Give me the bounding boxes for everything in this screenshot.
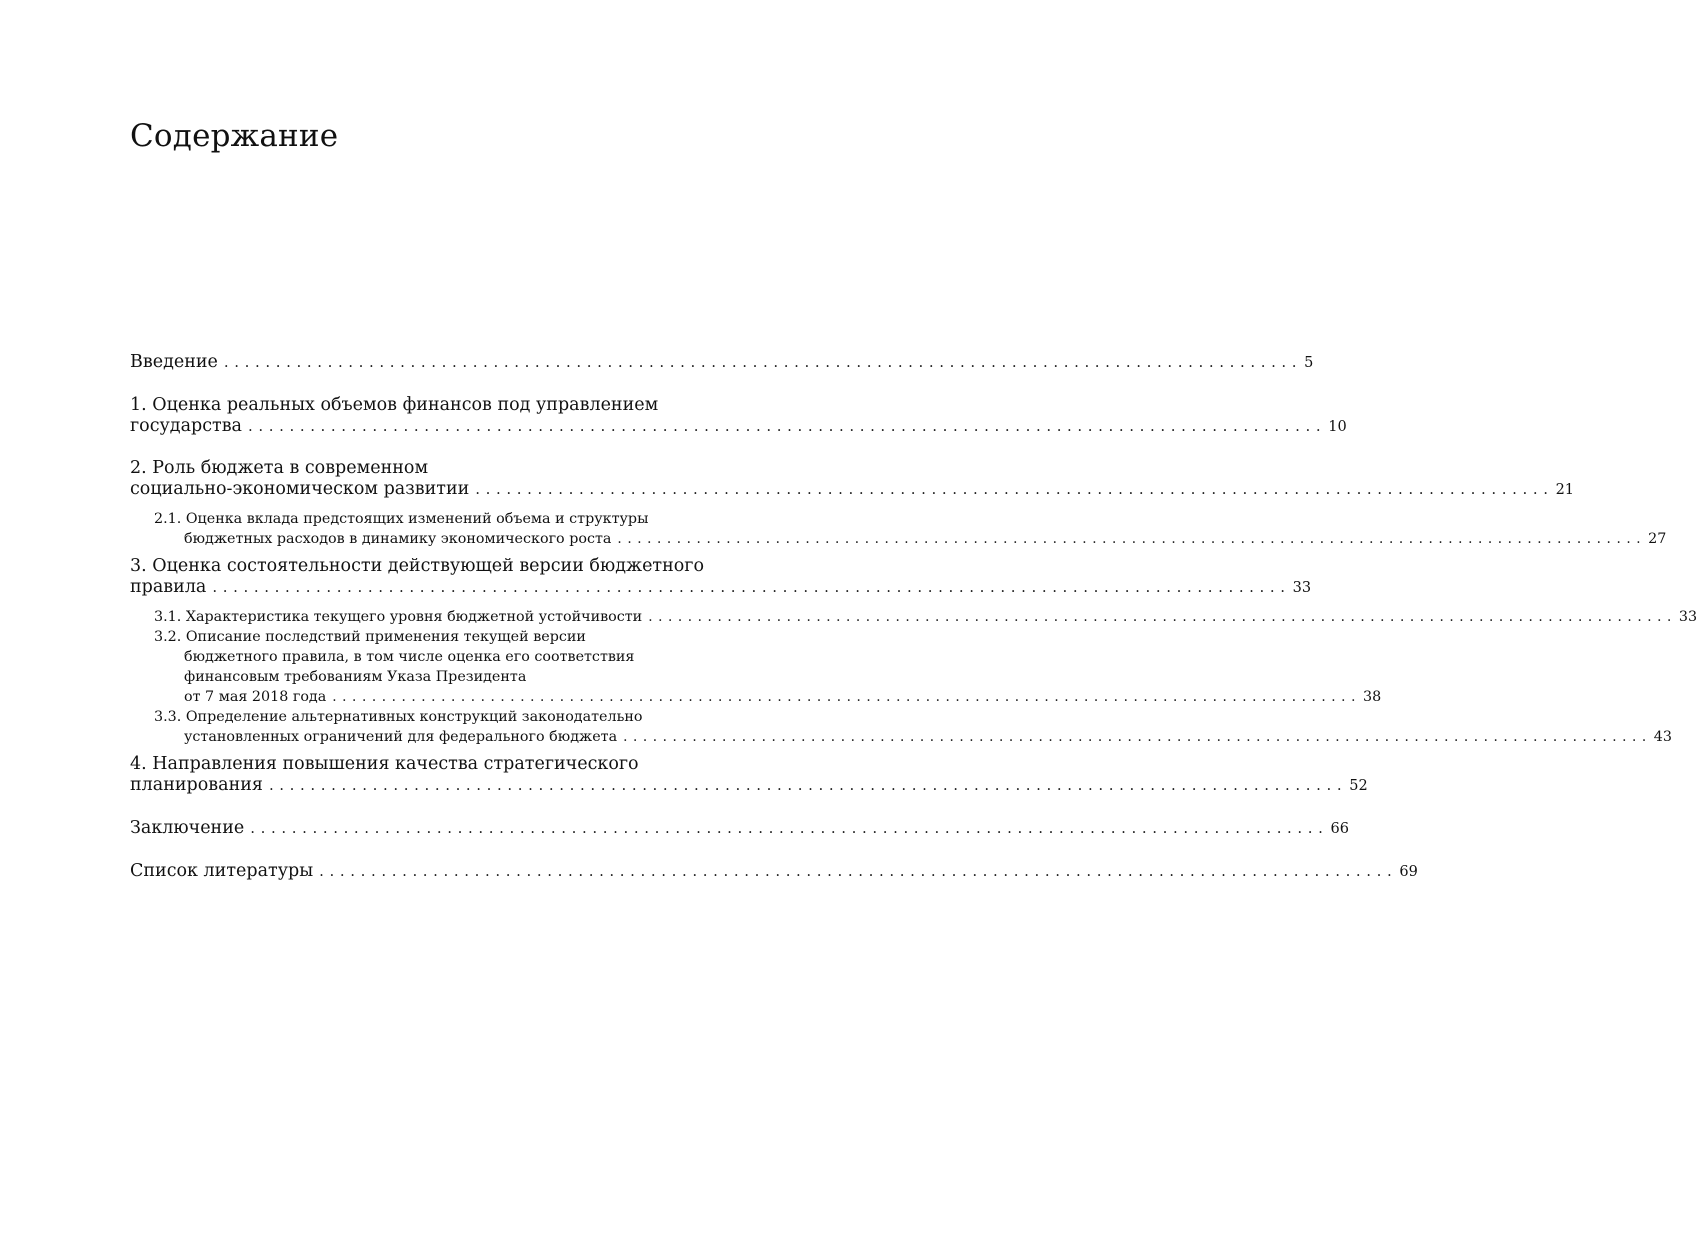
toc-entry-chapter-3[interactable]: [130, 556, 1312, 599]
toc-entry-title: 3.1. Характеристика текущего уровня бюджетной устойчивости: [154, 609, 643, 625]
dot-leader: ........................................................................................................: [250, 819, 1329, 837]
page-number: 5: [1304, 355, 1314, 371]
toc-entry-title: Заключение: [130, 818, 245, 838]
page-title: Содержание: [130, 118, 339, 154]
dot-leader: ........................................................................................................: [223, 353, 1303, 371]
toc-entry-chapter-1[interactable]: [130, 395, 1347, 438]
page-number: 27: [1648, 531, 1667, 547]
page-number: 43: [1653, 729, 1672, 745]
toc-entry-references[interactable]: [130, 861, 1418, 883]
toc-entry-title-line: 3.2. Описание последствий применения текущей версии: [154, 629, 586, 645]
toc-entry-title-line: правила: [130, 577, 207, 597]
dot-leader: ........................................................................................................: [332, 689, 1361, 705]
toc-entry-title: Введение: [130, 352, 218, 372]
dot-leader: ........................................................................................................: [623, 729, 1652, 745]
toc-entry-title-line: 4. Направления повышения качества стратегического: [130, 754, 639, 774]
page-number: 21: [1555, 482, 1575, 498]
toc-entry-title: Список литературы: [130, 861, 314, 881]
page-number: 52: [1349, 778, 1368, 794]
toc-entry-title-line: 2. Роль бюджета в современном: [130, 458, 429, 478]
dot-leader: ........................................................................................................: [247, 417, 1327, 435]
toc-entry-chapter-2[interactable]: [130, 458, 1575, 501]
table-of-contents: [130, 352, 1697, 883]
toc-entry-title-line: бюджетных расходов в динамику экономического роста: [184, 531, 612, 547]
page-number: 10: [1328, 419, 1347, 435]
toc-entry-title-line: от 7 мая 2018 года: [184, 689, 327, 705]
toc-entry-intro[interactable]: [130, 352, 1314, 374]
toc-entry-section-3-1[interactable]: [154, 607, 1697, 627]
toc-entry-title-line: бюджетного правила, в том числе оценка его соответствия: [184, 649, 635, 665]
toc-entry-title-line: планирования: [130, 775, 263, 795]
toc-entry-section-3-3[interactable]: [154, 707, 1672, 747]
toc-entry-section-2-1[interactable]: [154, 509, 1667, 549]
dot-leader: ........................................................................................................: [475, 480, 1554, 498]
toc-entry-title-line: 3. Оценка состоятельности действующей версии бюджетного: [130, 556, 705, 576]
toc-entry-title-line: социально-экономическом развитии: [130, 479, 470, 499]
page-number: 66: [1330, 821, 1349, 837]
toc-entry-chapter-4[interactable]: [130, 754, 1368, 797]
page-number: 33: [1678, 609, 1697, 625]
toc-entry-conclusion[interactable]: [130, 818, 1349, 840]
toc-entry-title-line: финансовым требованиям Указа Президента: [184, 669, 527, 685]
page-number: 33: [1292, 580, 1312, 596]
dot-leader: ........................................................................................................: [648, 609, 1677, 625]
toc-entry-title-line: 3.3. Определение альтернативных конструкций законодательно: [154, 709, 643, 725]
page-number: 38: [1362, 689, 1382, 705]
dot-leader: ........................................................................................................: [319, 862, 1398, 880]
toc-entry-title-line: 1. Оценка реальных объемов финансов под управлением: [130, 395, 659, 415]
toc-entry-section-3-2[interactable]: [154, 627, 1382, 707]
dot-leader: ........................................................................................................: [617, 531, 1647, 547]
toc-entry-title-line: 2.1. Оценка вклада предстоящих изменений объема и структуры: [154, 511, 649, 527]
toc-entry-title-line: установленных ограничений для федерального бюджета: [184, 729, 618, 745]
toc-entry-title-line: государства: [130, 416, 242, 436]
page-number: 69: [1399, 864, 1418, 880]
dot-leader: ........................................................................................................: [268, 776, 1348, 794]
dot-leader: ........................................................................................................: [212, 578, 1291, 596]
